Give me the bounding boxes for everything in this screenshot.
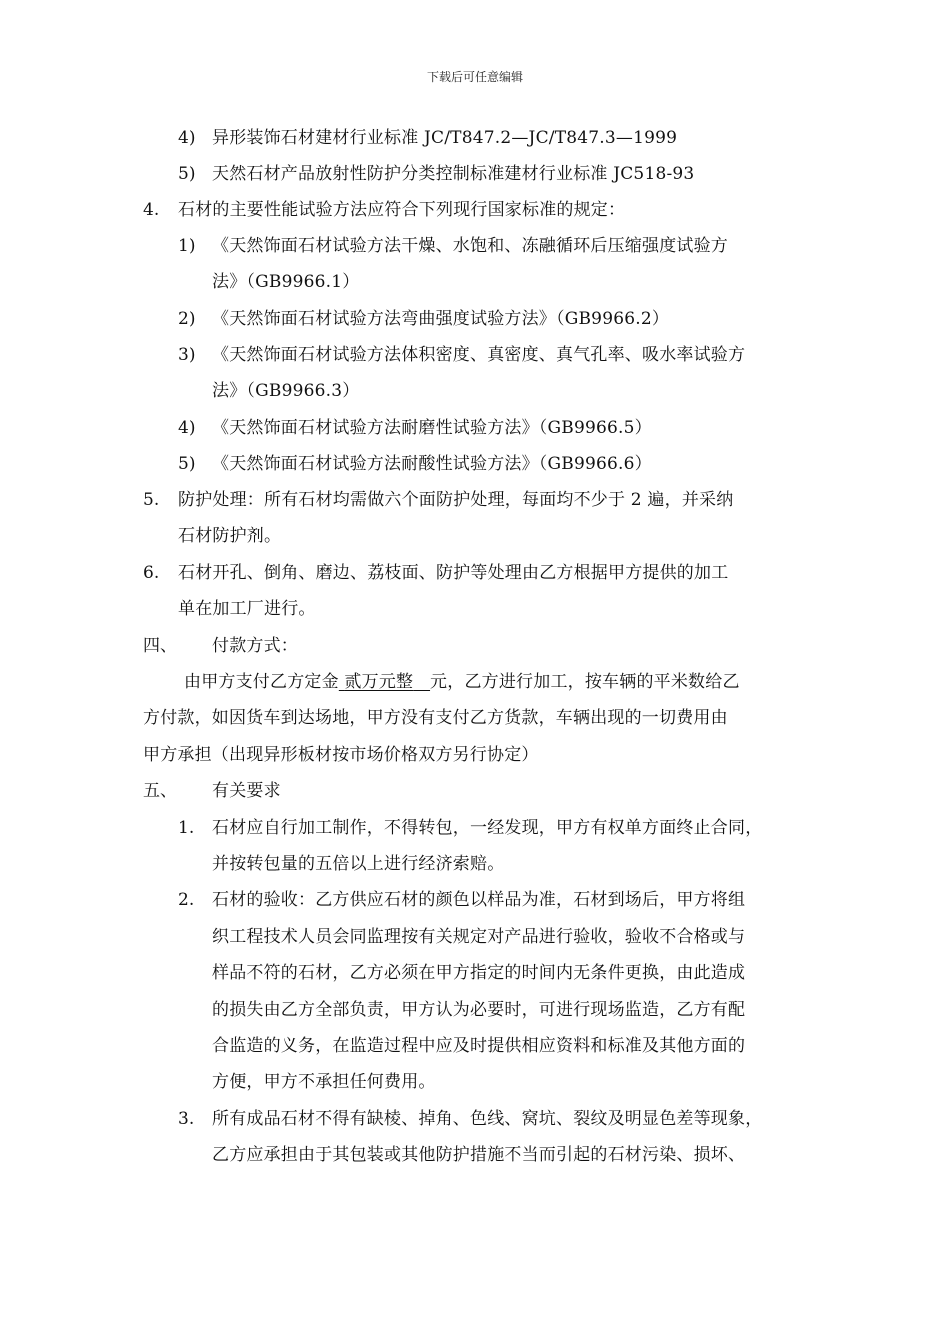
list-item-text: 《天然饰面石材试验方法弯曲强度试验方法》（GB9966.2） [212, 309, 670, 329]
list-item-continuation: 法》（GB9966.3） [212, 381, 360, 401]
list-number: 5) [178, 454, 196, 474]
paragraph-line: 甲方承担（出现异形板材按市场价格双方另行协定） [143, 745, 539, 765]
chapter-number: 五、 [143, 781, 177, 801]
list-number: 5) [178, 164, 196, 184]
section-continuation: 石材防护剂。 [178, 526, 282, 546]
page-header: 下载后可任意编辑 [426, 70, 523, 84]
section-text: 石材开孔、倒角、磨边、荔枝面、防护等处理由乙方根据甲方提供的加工 [178, 563, 729, 583]
list-item-continuation: 方便，甲方不承担任何费用。 [212, 1072, 436, 1092]
list-item-text: 《天然饰面石材试验方法干燥、水饱和、冻融循环后压缩强度试验方 [212, 236, 728, 256]
list-item-continuation: 并按转包量的五倍以上进行经济索赔。 [212, 854, 505, 874]
list-item-continuation: 样品不符的石材，乙方必须在甲方指定的时间内无条件更换，由此造成 [212, 963, 746, 983]
list-item-text: 《天然饰面石材试验方法耐酸性试验方法》（GB9966.6） [212, 454, 652, 474]
list-item-text: 石材的验收：乙方供应石材的颜色以样品为准，石材到场后，甲方将组 [212, 890, 746, 910]
list-number: 3) [178, 345, 196, 365]
payment-text-after: 元，乙方进行加工，按车辆的平米数给乙 [430, 672, 740, 692]
list-number: 3. [178, 1109, 195, 1129]
section-text: 石材的主要性能试验方法应符合下列现行国家标准的规定： [178, 200, 626, 220]
section-continuation: 单在加工厂进行。 [178, 599, 316, 619]
chapter-title: 付款方式： [212, 636, 298, 656]
list-item-continuation: 织工程技术人员会同监理按有关规定对产品进行验收，验收不合格或与 [212, 927, 746, 947]
payment-text-before: 由甲方支付乙方定金 [184, 672, 339, 692]
paragraph-line: 方付款，如因货车到达场地，甲方没有支付乙方货款，车辆出现的一切费用由 [143, 708, 728, 728]
list-number: 2) [178, 309, 196, 329]
list-number: 1) [178, 236, 196, 256]
list-item-text: 《天然饰面石材试验方法体积密度、真密度、真气孔率、吸水率试验方 [212, 345, 746, 365]
section-text: 防护处理：所有石材均需做六个面防护处理，每面均不少于 2 遍，并采纳 [178, 490, 734, 510]
section-number: 4. [143, 200, 160, 220]
section-number: 6. [143, 563, 160, 583]
list-item-text: 异形装饰石材建材行业标准 JC/T847.2—JC/T847.3—1999 [212, 128, 678, 148]
payment-paragraph-first-line [184, 670, 740, 694]
list-item-text: 天然石材产品放射性防护分类控制标准建材行业标准 JC518-93 [212, 164, 695, 184]
list-item-continuation: 合监造的义务，在监造过程中应及时提供相应资料和标准及其他方面的 [212, 1036, 746, 1056]
chapter-number: 四、 [143, 636, 177, 656]
list-number: 4) [178, 128, 196, 148]
list-item-text: 石材应自行加工制作，不得转包，一经发现，甲方有权单方面终止合同， [212, 818, 763, 838]
chapter-title: 有关要求 [212, 781, 281, 801]
list-item-continuation: 乙方应承担由于其包装或其他防护措施不当而引起的石材污染、损坏、 [212, 1145, 746, 1165]
list-number: 4) [178, 418, 196, 438]
list-item-continuation: 法》（GB9966.1） [212, 272, 360, 292]
list-number: 1. [178, 818, 195, 838]
section-number: 5. [143, 490, 160, 510]
deposit-amount: 贰万元整 [344, 672, 414, 692]
list-item-continuation: 的损失由乙方全部负责，甲方认为必要时，可进行现场监造，乙方有配 [212, 1000, 746, 1020]
list-number: 2. [178, 890, 195, 910]
list-item-text: 所有成品石材不得有缺棱、掉角、色线、窝坑、裂纹及明显色差等现象， [212, 1109, 763, 1129]
list-item-text: 《天然饰面石材试验方法耐磨性试验方法》（GB9966.5） [212, 418, 652, 438]
